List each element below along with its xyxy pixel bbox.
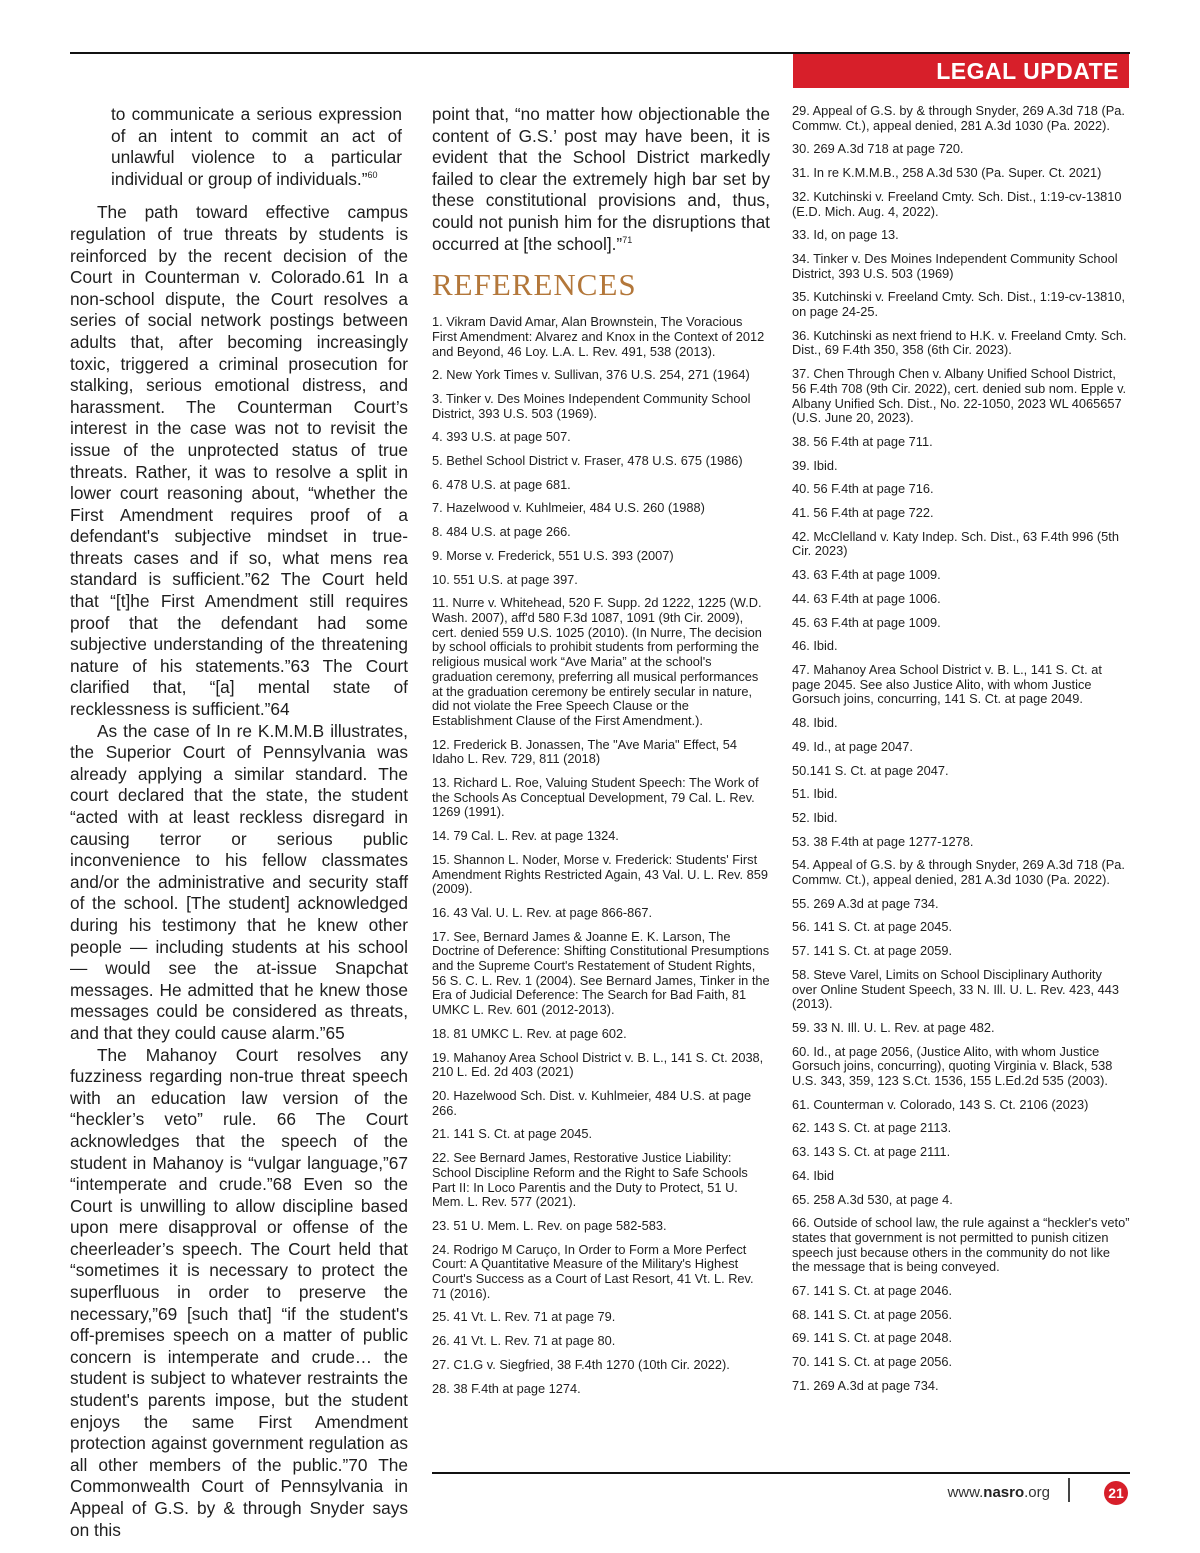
reference-item: 50.141 S. Ct. at page 2047. — [792, 762, 949, 778]
reference-item: 28. 38 F.4th at page 1274. — [432, 1380, 581, 1396]
reference-item: 58. Steve Varel, Limits on School Disciplinary Authority over Online Student Speech, 33 N. Ill. U. L. Rev. 423, 443 (2013). — [792, 966, 1119, 1012]
reference-item: 71. 269 A.3d at page 734. — [792, 1377, 939, 1393]
article-column-2 — [432, 104, 770, 1405]
body-paragraph-1: The path toward effective campus regulation of true threats by students is reinforced by the recent decision of the Court in Counterman v. Colorado.61 In a non-school dispute, the Court resolves a series of social network postings between adults that, after becoming increasingly toxic, triggered a criminal prosecution for stalking, serious emotional distress, and harassment. The Counterman Court’s interest in the case was not to revisit the issue of the unprotected status of true threats. Rather, it was to resolve a split in lower court reasoning about, “whether the First Amendment requires proof of a defendant's subjective mindset in true-threats cases and if so, what mens rea standard is sufficient.”62 The Court held that “[t]he First Amendment still requires proof that the defendant had some subjective understanding of the threatening nature of his statements.”63 The Court clarified that, “[a] mental state of recklessness is sufficient.”64 — [70, 202, 408, 720]
references-heading: REFERENCES — [432, 267, 637, 303]
page-number: 21 — [1104, 1481, 1128, 1505]
reference-item: 33. Id, on page 13. — [792, 227, 899, 243]
reference-item: 39. Ibid. — [792, 457, 838, 473]
reference-item: 10. 551 U.S. at page 397. — [432, 571, 578, 587]
footer-website-link[interactable]: www.nasro.org — [947, 1484, 1050, 1501]
reference-item: 13. Richard L. Roe, Valuing Student Speech: The Work of the Schools As Conceptual Development, 79 Cal. L. Rev. 1269 (1991). — [432, 775, 759, 820]
reference-item: 56. 141 S. Ct. at page 2045. — [792, 919, 953, 935]
reference-item: 21. 141 S. Ct. at page 2045. — [432, 1126, 593, 1142]
body-paragraph-2: As the case of In re K.M.M.B illustrates, the Superior Court of Pennsylvania was already applying a similar standard. The court declared that the state, the student “acted with at least reckless disregard in causing terror or serious public inconvenience to his fellow classmates and/or the administrative and security staff of the school. [The student] acknowledged during his testimony that he knew other people — including students at his school — would see the at-issue Snapchat messages. He admitted that he knew those messages could be considered as threats, and that they could cause alarm.”65 — [70, 720, 408, 1043]
reference-item: 57. 141 S. Ct. at page 2059. — [792, 943, 953, 959]
reference-item: 49. Id., at page 2047. — [792, 738, 913, 754]
reference-item: 40. 56 F.4th at page 716. — [792, 481, 934, 497]
reference-item: 16. 43 Val. U. L. Rev. at page 866-867. — [432, 904, 653, 920]
reference-item: 17. See, Bernard James & Joanne E. K. Larson, The Doctrine of Deference: Shifting Constitutional Presumptions and the Supreme Court's Restatement of Student Rights, 56 S. C. L. Rev. 1 (2004). See Bernard James, Tinker in the Era of Judicial Deference: The Search for Bad Faith, 81 UMKC L. Rev. 601 (2012-2013). — [432, 928, 770, 1018]
reference-item: 38. 56 F.4th at page 711. — [792, 433, 933, 449]
reference-item: 27. C1.G v. Siegfried, 38 F.4th 1270 (10th Cir. 2022). — [432, 1356, 730, 1372]
reference-item: 29. Appeal of G.S. by & through Snyder, 269 A.3d 718 (Pa. Commw. Ct.), appeal denied, 281 A.3d 1030 (Pa. 2022). — [792, 103, 1125, 133]
reference-item: 31. In re K.M.M.B., 258 A.3d 530 (Pa. Super. Ct. 2021) — [792, 165, 1102, 181]
reference-item: 9. Morse v. Frederick, 551 U.S. 393 (2007) — [432, 547, 674, 563]
reference-item: 43. 63 F.4th at page 1009. — [792, 567, 941, 583]
footer-rule — [432, 1472, 1130, 1474]
reference-item: 45. 63 F.4th at page 1009. — [792, 614, 941, 630]
reference-item: 63. 143 S. Ct. at page 2111. — [792, 1144, 951, 1160]
reference-item: 66. Outside of school law, the rule against a “heckler's veto” states that government is not permitted to punish citizen speech just because others in the community do not like the message that is being conveyed. — [792, 1215, 1130, 1275]
reference-item: 22. See Bernard James, Restorative Justice Liability: School Discipline Reform and the Right to Safe Schools Part II: In Loco Parentis and the Duty to Protect, 51 U. Mem. L. Rev. 577 (2021). — [432, 1150, 748, 1210]
reference-item: 7. Hazelwood v. Kuhlmeier, 484 U.S. 260 (1988) — [432, 500, 705, 516]
reference-item: 32. Kutchinski v. Freeland Cmty. Sch. Dist., 1:19-cv-13810 (E.D. Mich. Aug. 4, 2022). — [792, 188, 1122, 219]
reference-item: 64. Ibid — [792, 1167, 834, 1183]
reference-item: 4. 393 U.S. at page 507. — [432, 429, 571, 445]
reference-item: 6. 478 U.S. at page 681. — [432, 476, 571, 492]
reference-item: 35. Kutchinski v. Freeland Cmty. Sch. Dist., 1:19-cv-13810, on page 24-25. — [792, 289, 1126, 320]
reference-item: 52. Ibid. — [792, 809, 838, 825]
reference-item: 44. 63 F.4th at page 1006. — [792, 590, 941, 606]
quote-paragraph: to communicate a serious expression of an intent to commit an act of unlawful violence to a particular individual or group of individuals.”$^{60}$ — [111, 104, 402, 189]
reference-item: 2. New York Times v. Sullivan, 376 U.S. 254, 271 (1964) — [432, 367, 750, 383]
reference-item: 69. 141 S. Ct. at page 2048. — [792, 1330, 953, 1346]
reference-item: 15. Shannon L. Noder, Morse v. Frederick: Students' First Amendment Rights Restricted Again, 43 Val. U. L. Rev. 859 (2009). — [432, 851, 768, 897]
reference-item: 51. Ibid. — [792, 786, 838, 802]
reference-item: 34. Tinker v. Des Moines Independent Community School District, 393 U.S. 503 (1969) — [792, 250, 1118, 281]
reference-item: 41. 56 F.4th at page 722. — [792, 505, 934, 521]
reference-item: 18. 81 UMKC L. Rev. at page 602. — [432, 1025, 627, 1041]
reference-item: 8. 484 U.S. at page 266. — [432, 524, 571, 540]
reference-item: 1. Vikram David Amar, Alan Brownstein, The Voracious First Amendment: Alvarez and Knox in the Context of 2012 and Beyond, 46 Loy. L.A. L. Rev. 491, 538 (2013). — [432, 314, 765, 359]
reference-item: 37. Chen Through Chen v. Albany Unified School District, 56 F.4th 708 (9th Cir. 2022), cert. denied sub nom. Epple v. Albany Unified Sch. Dist., No. 22-1050, 2023 WL 4065657 (U.S. June 20, 2023). — [792, 366, 1127, 426]
reference-item: 11. Nurre v. Whitehead, 520 F. Supp. 2d 1222, 1225 (W.D. Wash. 2007), aff'd 580 F.3d 1087, 1091 (9th Cir. 2009), cert. denied 559 U.S. 1025 (2010). (In Nurre, The decision by school officials to prohibit students from performing the religious musical work “Ave Maria” at the school's graduation ceremony, preferring all musical performances at the graduation ceremony be entirely secular in nature, did not violate the Free Speech Clause or the Establishment Clause of the First Amendment.). — [432, 595, 762, 728]
reference-item: 70. 141 S. Ct. at page 2056. — [792, 1354, 953, 1370]
reference-item: 68. 141 S. Ct. at page 2056. — [792, 1306, 953, 1322]
reference-item: 53. 38 F.4th at page 1277-1278. — [792, 833, 974, 849]
reference-item: 65. 258 A.3d 530, at page 4. — [792, 1191, 953, 1207]
body-paragraph-continued: point that, “no matter how objectionable the content of G.S.’ post may have been, it is evident that the School District markedly failed to clear the extremely high bar set by these constitutional provisions and, thus, could not punish him for the disruptions that occurred at [the school].”$^{71}$ — [432, 104, 770, 254]
reference-item: 62. 143 S. Ct. at page 2113. — [792, 1120, 952, 1136]
reference-item: 67. 141 S. Ct. at page 2046. — [792, 1283, 953, 1299]
reference-item: 20. Hazelwood Sch. Dist. v. Kuhlmeier, 484 U.S. at page 266. — [432, 1087, 752, 1118]
reference-item: 55. 269 A.3d at page 734. — [792, 895, 939, 911]
reference-item: 24. Rodrigo M Caruço, In Order to Form a More Perfect Court: A Quantitative Measure of the Military's Highest Court's Success as a Court of Last Resort, 41 Vt. L. Rev. 71 (2016). — [432, 1241, 754, 1301]
reference-item: 19. Mahanoy Area School District v. B. L., 141 S. Ct. 2038, 210 L. Ed. 2d 403 (2021) — [432, 1049, 764, 1080]
reference-item: 42. McClelland v. Katy Indep. Sch. Dist., 63 F.4th 996 (5th Cir. 2023) — [792, 528, 1119, 559]
reference-item: 36. Kutchinski as next friend to H.K. v. Freeland Cmty. Sch. Dist., 69 F.4th 350, 358 (6th Cir. 2023). — [792, 327, 1127, 358]
references-list-1 — [432, 315, 770, 1396]
reference-item: 46. Ibid. — [792, 638, 838, 654]
reference-item: 59. 33 N. Ill. U. L. Rev. at page 482. — [792, 1019, 995, 1035]
reference-item: 47. Mahanoy Area School District v. B. L., 141 S. Ct. at page 2045. See also Justice Alito, with whom Justice Gorsuch joins, concurring, 141 S. Ct. at page 2049. — [792, 661, 1102, 707]
reference-item: 60. Id., at page 2056, (Justice Alito, with whom Justice Gorsuch joins, concurring), quoting Virginia v. Black, 538 U.S. 343, 359, 123 S.Ct. 1536, 155 L.Ed.2d 535 (2003). — [792, 1043, 1113, 1089]
reference-item: 26. 41 Vt. L. Rev. 71 at page 80. — [432, 1333, 616, 1349]
reference-item: 12. Frederick B. Jonassen, The "Ave Maria" Effect, 54 Idaho L. Rev. 729, 811 (2018) — [432, 736, 737, 767]
reference-item: 3. Tinker v. Des Moines Independent Community School District, 393 U.S. 503 (1969). — [432, 390, 751, 421]
reference-item: 23. 51 U. Mem. L. Rev. on page 582-583. — [432, 1217, 667, 1233]
article-column-1 — [70, 104, 408, 1541]
reference-item: 30. 269 A.3d 718 at page 720. — [792, 141, 964, 157]
references-list-2 — [792, 104, 1130, 1403]
footer-separator — [1068, 1478, 1070, 1502]
reference-item: 48. Ibid. — [792, 715, 838, 731]
reference-item: 61. Counterman v. Colorado, 143 S. Ct. 2106 (2023) — [792, 1096, 1089, 1112]
reference-item: 5. Bethel School District v. Fraser, 478 U.S. 675 (1986) — [432, 453, 743, 469]
reference-item: 25. 41 Vt. L. Rev. 71 at page 79. — [432, 1309, 616, 1325]
body-paragraph-3: The Mahanoy Court resolves any fuzziness regarding non-true threat speech with an education law version of the “heckler’s veto” rule. 66 The Court acknowledges that the speech of the student in Mahanoy is “vulgar language,”67 “intemperate and crude.”68 Even so the Court is unwilling to allow discipline based upon mere disapproval or offense of the cheerleader’s speech. The Court held that “sometimes it is necessary to protect the superfluous in order to preserve the necessary,”69 [such that] “if the student's off-premises speech on a matter of public concern is intemperate and crude… the student is subject to whatever restraints the student's parents impose, but the student enjoys the same First Amendment protection against government regulation as all other members of the public.”70 The Commonwealth Court of Pennsylvania in Appeal of G.S. by & through Snyder says on this — [70, 1044, 408, 1540]
reference-item: 14. 79 Cal. L. Rev. at page 1324. — [432, 828, 619, 844]
section-tag: LEGAL UPDATE — [793, 54, 1129, 88]
reference-item: 54. Appeal of G.S. by & through Snyder, 269 A.3d 718 (Pa. Commw. Ct.), appeal denied, 281 A.3d 1030 (Pa. 2022). — [792, 857, 1125, 888]
